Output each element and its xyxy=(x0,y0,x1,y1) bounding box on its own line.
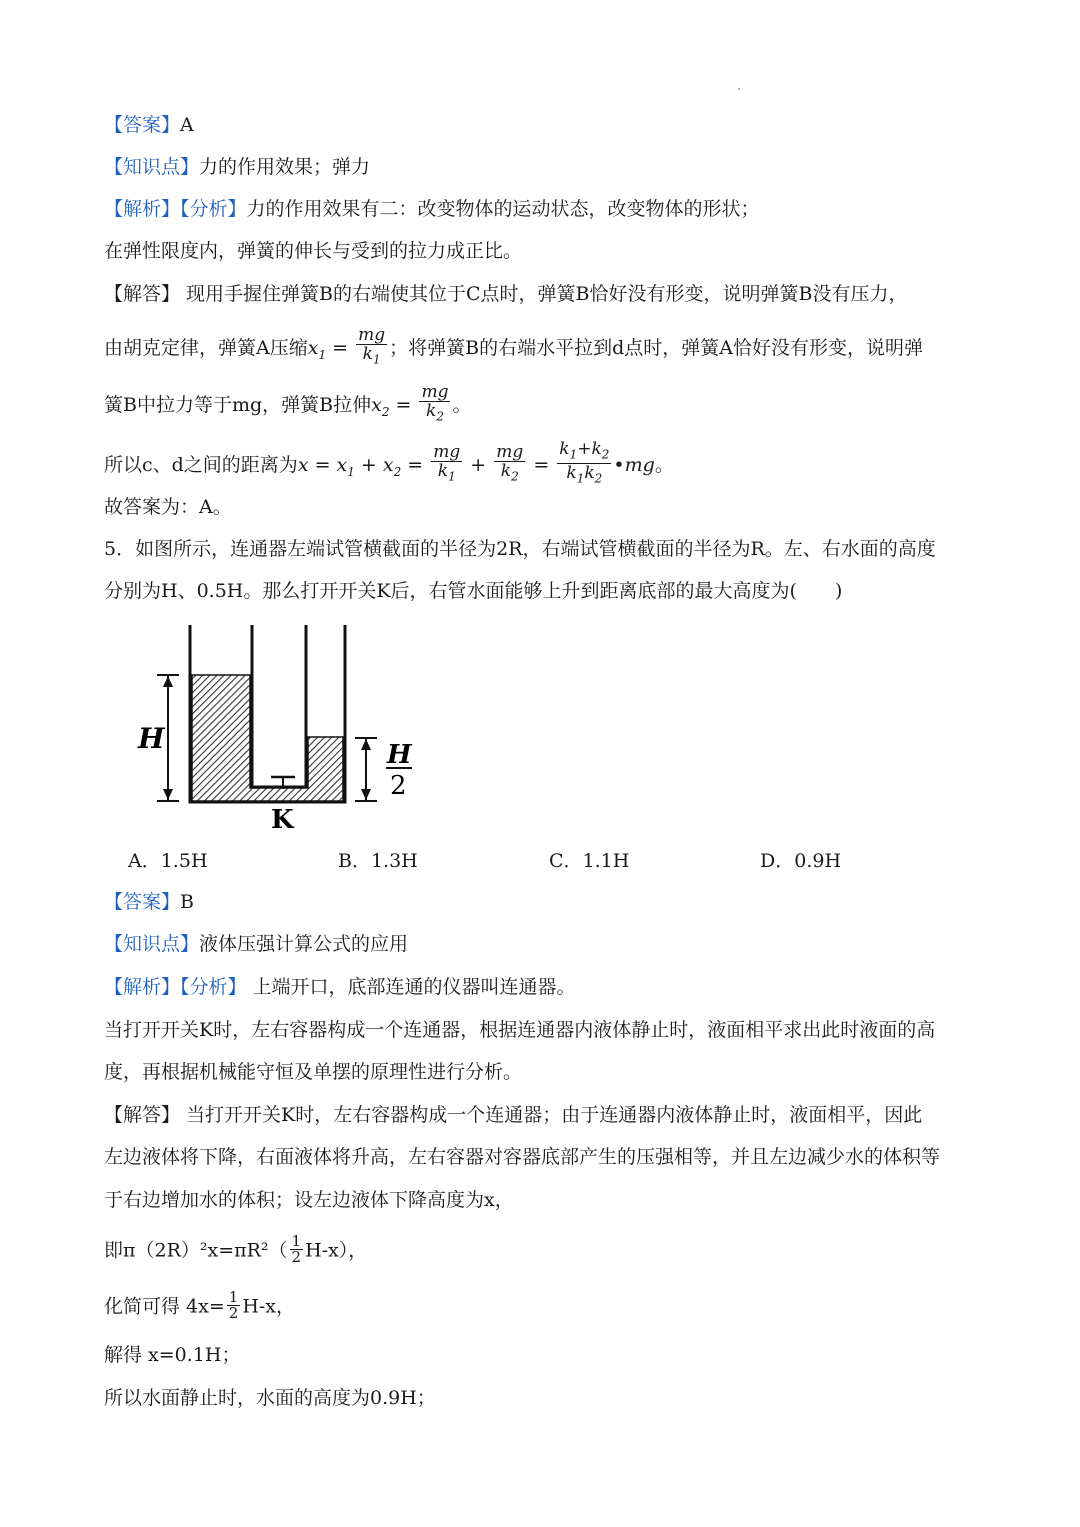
solution-5-text-5a: 化简可得 4x= xyxy=(104,1295,225,1318)
solution-5-line-1 xyxy=(104,1101,976,1129)
arrow-down-icon xyxy=(163,789,173,800)
label-h: H xyxy=(138,722,165,755)
solution-5-line-4 xyxy=(104,1232,976,1267)
analysis-tag: 【解析】【分析】 xyxy=(104,198,247,220)
analysis-text: 力的作用效果有二：改变物体的运动状态，改变物体的形状； xyxy=(246,198,760,220)
solution-text-4b: 。 xyxy=(654,453,674,476)
knowledge-line-1 xyxy=(104,153,976,181)
knowledge-tag: 【知识点】 xyxy=(104,156,200,178)
question-5-line-2 xyxy=(104,577,976,605)
connected-vessel-figure xyxy=(130,620,430,840)
solution-line-4 xyxy=(104,439,976,490)
analysis-text-2: 当打开开关K时，左右容器构成一个连通器，根据连通器内液体静止时，液面相平求出此时液面的高 xyxy=(104,1019,936,1041)
decorative-dot xyxy=(738,88,740,90)
analysis-tag: 【解析】【分析】 xyxy=(104,976,247,998)
analysis-line-5-3 xyxy=(104,1058,976,1086)
option-a[interactable]: A．1.5H xyxy=(128,850,208,872)
answer-tag: 【答案】 xyxy=(104,891,181,913)
solution-text-4a: 所以c、d之间的距离为 xyxy=(104,453,298,476)
solution-tag: 【解答】 xyxy=(104,1104,181,1126)
solution-5-line-5 xyxy=(104,1288,976,1323)
question-5-text-1: 5．如图所示，连通器左端试管横截面的半径为2R，右端试管横截面的半径为R。左、右水面的高度 xyxy=(104,538,936,560)
knowledge-text: 力的作用效果；弹力 xyxy=(199,156,371,178)
answer-options xyxy=(128,846,888,874)
solution-line-2 xyxy=(104,325,976,370)
solution-5-text-5b: H-x， xyxy=(242,1295,296,1318)
option-d[interactable]: D．0.9H xyxy=(760,850,842,872)
solution-text-2b: ；将弹簧B的右端水平拉到d点时，弹簧A恰好没有形变，说明弹 xyxy=(389,337,923,360)
solution-5-text-4b: H-x）， xyxy=(305,1239,368,1262)
question-5-line-1 xyxy=(104,535,976,563)
solution-text-3b: 。 xyxy=(452,394,472,417)
formula-distance: $x = x_1 + x_2$ = $\frac{mg}{k_1}$ + $\frac{mg}{k_2}$ = $\frac{k_1+k_2}{k_1k_2}$ •mg xyxy=(297,439,655,486)
solution-5-line-3 xyxy=(104,1186,976,1214)
solution-5-text-4a: 即π（2R）²x=πR²（ xyxy=(104,1239,288,1262)
solution-line-5 xyxy=(104,493,976,521)
solution-5-text-6: 解得 x=0.1H； xyxy=(104,1344,241,1366)
label-k: K xyxy=(271,805,294,835)
option-b[interactable]: B．1.3H xyxy=(338,850,418,872)
fraction-one-half: $\frac{1}{2}$ xyxy=(228,1288,239,1322)
solution-5-text-2: 左边液体将下降，右面液体将升高，左右容器对容器底部产生的压强相等，并且左边减少水的体积等 xyxy=(104,1146,941,1168)
formula-x2: $x_2$ = $\frac{mg}{k_2}$ xyxy=(371,382,449,424)
answer-line-5 xyxy=(104,888,976,916)
analysis-line-5 xyxy=(104,973,976,1001)
solution-5-line-2 xyxy=(104,1143,976,1171)
arrow-up-icon xyxy=(361,739,371,750)
answer-value: B xyxy=(180,891,194,913)
solution-5-line-6 xyxy=(104,1341,976,1369)
label-half-numerator: H xyxy=(387,740,412,770)
arrow-down-icon xyxy=(361,789,371,800)
solution-text-3a: 簧B中拉力等于mg，弹簧B拉伸 xyxy=(104,394,372,417)
solution-tag: 【解答】 xyxy=(104,283,181,305)
analysis-line-5-2 xyxy=(104,1016,976,1044)
arrow-up-icon xyxy=(163,676,173,687)
solution-5-text-1: 当打开开关K时，左右容器构成一个连通器；由于连通器内液体静止时，液面相平，因此 xyxy=(180,1104,923,1126)
solution-5-line-7 xyxy=(104,1384,976,1412)
answer-tag: 【答案】 xyxy=(104,114,181,136)
formula-x1: $x_1$ = $\frac{mg}{k_1}$ xyxy=(307,325,386,367)
answer-value: A xyxy=(180,114,194,136)
liquid-fill xyxy=(192,675,343,801)
solution-text-2a: 由胡克定律，弹簧A压缩 xyxy=(104,337,308,360)
fraction-one-half: $\frac{1}{2}$ xyxy=(291,1232,302,1266)
answer-line-1 xyxy=(104,111,976,139)
solution-text-5: 故答案为：A。 xyxy=(104,496,232,518)
question-5-text-2: 分别为H、0.5H。那么打开开关K后，右管水面能够上升到距离底部的最大高度为( ) xyxy=(104,580,843,602)
analysis-text-3: 度，再根据机械能守恒及单摆的原理性进行分析。 xyxy=(104,1061,523,1083)
knowledge-text: 液体压强计算公式的应用 xyxy=(199,933,409,955)
solution-text-1: 现用手握住弹簧B的右端使其位于C点时，弹簧B恰好没有形变，说明弹簧B没有压力， xyxy=(180,283,908,305)
solution-5-text-7: 所以水面静止时，水面的高度为0.9H； xyxy=(104,1387,436,1409)
option-c[interactable]: C．1.1H xyxy=(549,850,630,872)
label-half-denominator: 2 xyxy=(390,771,407,801)
analysis-line-1 xyxy=(104,195,976,223)
solution-line-1 xyxy=(104,280,976,308)
analysis-text-2: 在弹性限度内，弹簧的伸长与受到的拉力成正比。 xyxy=(104,240,523,262)
solution-5-text-3: 于右边增加水的体积；设左边液体下降高度为x， xyxy=(104,1189,514,1211)
analysis-line-2 xyxy=(104,237,976,265)
solution-line-3 xyxy=(104,382,976,427)
knowledge-tag: 【知识点】 xyxy=(104,933,200,955)
knowledge-line-5 xyxy=(104,930,976,958)
analysis-text: 上端开口，底部连通的仪器叫连通器。 xyxy=(246,976,576,998)
